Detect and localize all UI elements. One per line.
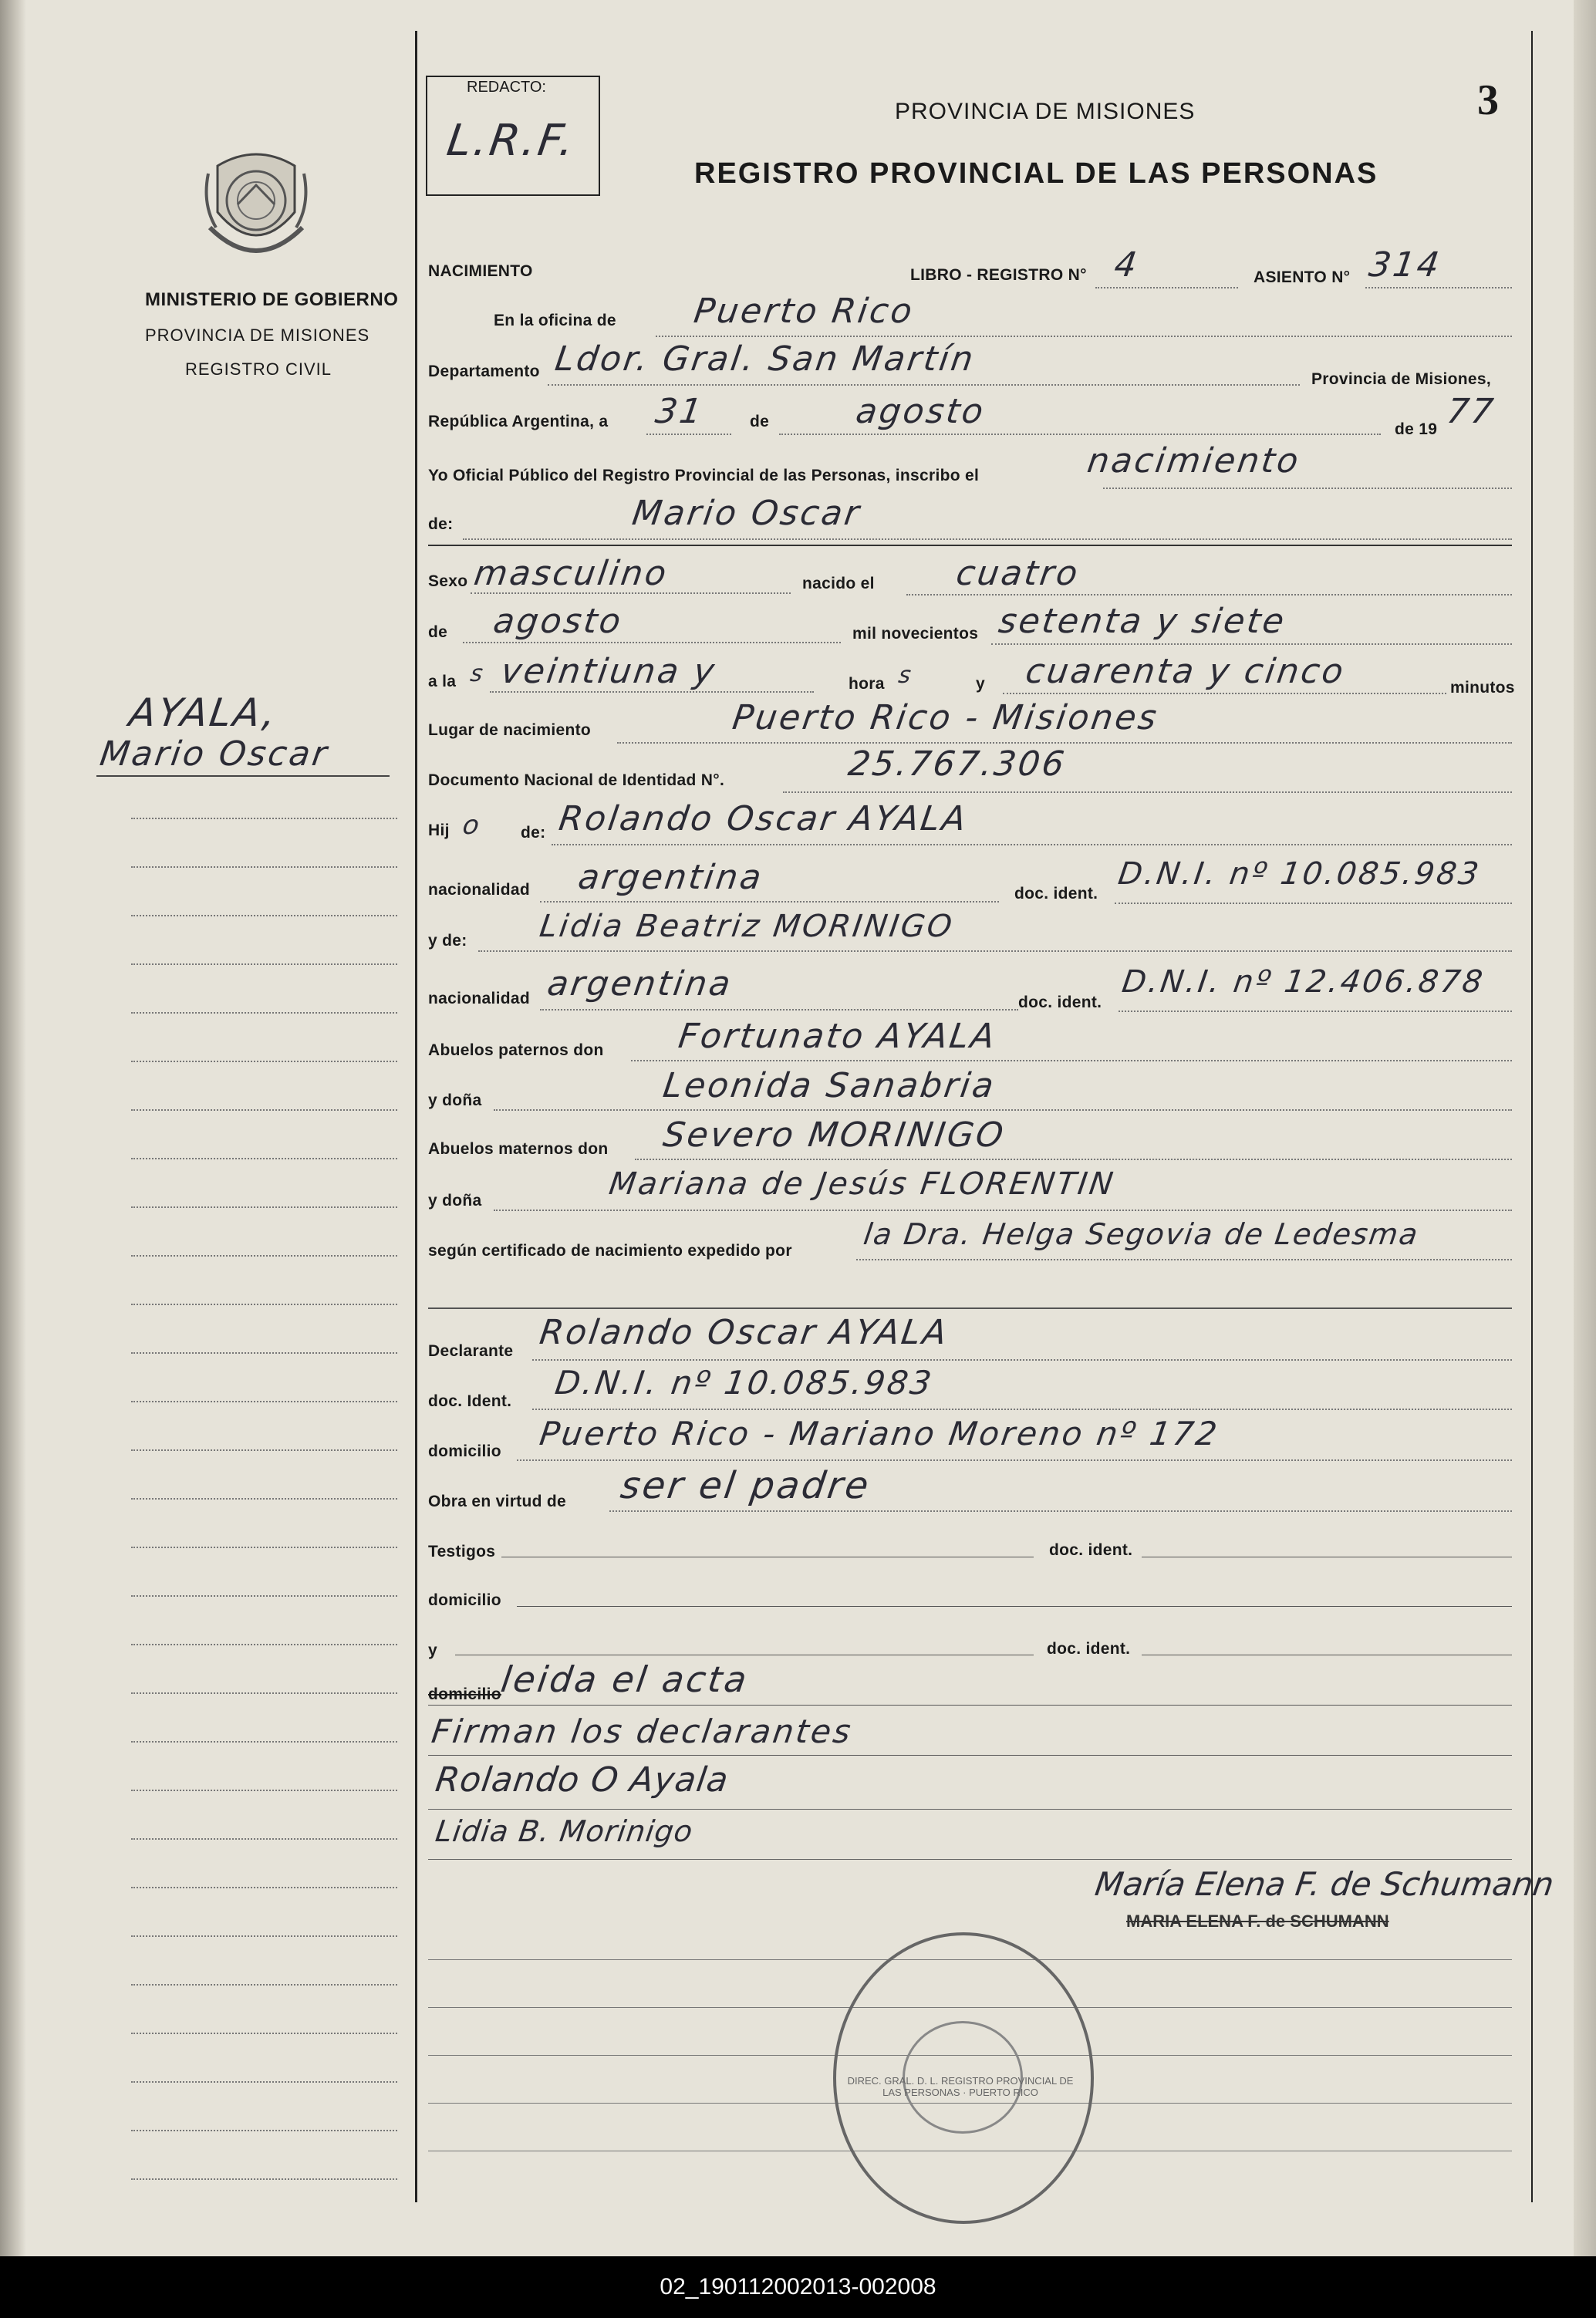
entry-hij-o: o — [461, 810, 484, 841]
entry-nombre: Mario Oscar — [629, 494, 864, 533]
line-padre — [552, 844, 1512, 845]
entry-anio: 77 — [1444, 392, 1498, 431]
label-oficial: Yo Oficial Público del Registro Provincial de las Personas, inscribo el — [428, 467, 980, 484]
margin-ruled-line — [131, 866, 397, 868]
margin-ruled-line — [131, 1595, 397, 1597]
rule-blank-1 — [428, 1307, 1512, 1309]
entry-abuela-pat: Leonida Sanabria — [660, 1066, 999, 1105]
margin-ruled-line — [131, 1692, 397, 1694]
redacto-label: REDACTO: — [467, 79, 546, 96]
line-libro — [1095, 287, 1238, 288]
label-doc-declarante: doc. Ident. — [428, 1392, 512, 1410]
label-doc-testigo2: doc. ident. — [1047, 1640, 1131, 1658]
line-nombre — [463, 538, 1512, 540]
line-doc-declarante — [532, 1409, 1512, 1410]
label-nacido: nacido el — [802, 575, 875, 592]
margin-ruled-line — [131, 1644, 397, 1645]
margin-ruled-line — [131, 2033, 397, 2034]
label-y-testigo: y — [428, 1641, 437, 1659]
margin-note-underline — [96, 775, 390, 777]
label-doc-testigos: doc. ident. — [1049, 1541, 1133, 1559]
entry-domicilio-decl: Puerto Rico - Mariano Moreno nº 172 — [537, 1415, 1222, 1453]
label-y-dona-mat: y doña — [428, 1192, 482, 1210]
entry-libro: 4 — [1112, 245, 1142, 285]
header-registry: REGISTRO PROVINCIAL DE LAS PERSONAS — [694, 157, 1378, 190]
label-de-hij: de: — [521, 824, 546, 842]
rule-firma2 — [428, 1859, 1512, 1860]
label-segun: según certificado de nacimiento expedido por — [428, 1242, 792, 1260]
rule-leida — [428, 1705, 1512, 1706]
page-edge — [1574, 0, 1596, 2256]
label-nac-madre: nacionalidad — [428, 990, 530, 1007]
line-dia — [646, 434, 731, 435]
label-libro: LIBRO - REGISTRO N° — [910, 266, 1087, 284]
entry-mil: setenta y siete — [996, 602, 1289, 641]
line-de-mes — [463, 642, 841, 643]
margin-ruled-line — [131, 1158, 397, 1159]
label-declarante: Declarante — [428, 1342, 514, 1360]
line-asiento — [1365, 287, 1512, 288]
book-spine — [0, 0, 26, 2256]
line-nac-madre — [540, 1009, 1018, 1011]
ministry-line3: REGISTRO CIVIL — [185, 359, 332, 379]
entry-asiento: 314 — [1366, 245, 1444, 285]
ministry-line1: MINISTERIO DE GOBIERNO — [145, 289, 399, 310]
line-abuela-mat — [494, 1210, 1512, 1211]
entry-doc-padre: D.N.I. nº 10.085.983 — [1115, 856, 1483, 892]
entry-hora: veintiuna y — [498, 652, 720, 691]
footer-id: 02_190112002013-002008 — [0, 2256, 1596, 2318]
margin-ruled-line — [131, 1498, 397, 1500]
entry-lugar: Puerto Rico - Misiones — [730, 698, 1162, 737]
entry-abuelo-pat: Fortunato AYALA — [676, 1017, 1000, 1056]
label-nac-padre: nacionalidad — [428, 881, 530, 899]
signature-oficial: María Elena F. de Schumann — [1092, 1865, 1557, 1903]
margin-given-name: Mario Oscar — [97, 734, 332, 774]
entry-horas-s: s — [896, 662, 916, 689]
line-nacido — [906, 594, 1512, 596]
entry-de-mes: agosto — [491, 602, 626, 641]
entry-alas-s: s — [468, 660, 488, 687]
entry-firman: Firman los declarantes — [429, 1712, 855, 1750]
margin-ruled-line — [131, 1352, 397, 1354]
margin-ruled-line — [131, 1547, 397, 1548]
margin-ruled-line — [131, 2178, 397, 2180]
entry-nac-madre: argentina — [545, 964, 735, 1004]
line-abuelo-mat — [635, 1159, 1512, 1160]
margin-ruled-line — [131, 1984, 397, 1986]
line-lugar — [617, 742, 1512, 744]
label-departamento: Departamento — [428, 363, 540, 380]
label-testigos: Testigos — [428, 1543, 496, 1561]
label-de-anio: de 19 — [1395, 420, 1438, 438]
label-de3: de — [428, 623, 448, 641]
entry-madre: Lidia Beatriz MORINIGO — [537, 909, 957, 944]
line-declarante — [532, 1359, 1512, 1361]
ministry-line2: PROVINCIA DE MISIONES — [145, 326, 370, 345]
line-certificado — [856, 1259, 1512, 1260]
label-oficina: En la oficina de — [494, 312, 616, 329]
margin-ruled-line — [131, 1012, 397, 1014]
label-sexo: Sexo — [428, 572, 468, 590]
margin-ruled-line — [131, 963, 397, 965]
margin-ruled-line — [131, 1935, 397, 1937]
entry-nacido: cuatro — [953, 554, 1082, 593]
margin-ruled-line — [131, 2081, 397, 2083]
line-domicilio-decl — [517, 1459, 1512, 1461]
margin-ruled-line — [131, 1838, 397, 1840]
label-asiento: ASIENTO N° — [1254, 268, 1351, 286]
entry-leida: leida el acta — [498, 1658, 752, 1700]
entry-abuelo-mat: Severo MORINIGO — [660, 1115, 1008, 1155]
label-obra: Obra en virtud de — [428, 1493, 566, 1510]
margin-ruled-line — [131, 1741, 397, 1743]
margin-ruled-line — [131, 1206, 397, 1208]
label-provincia: Provincia de Misiones, — [1311, 370, 1492, 388]
margin-ruled-line — [131, 1109, 397, 1111]
label-republica: República Argentina, a — [428, 413, 609, 430]
label-doc-padre: doc. ident. — [1014, 885, 1098, 903]
line-obra — [609, 1510, 1512, 1512]
entry-departamento: Ldor. Gral. San Martín — [552, 339, 978, 379]
entry-declarante: Rolando Oscar AYALA — [537, 1313, 952, 1352]
margin-ruled-line — [131, 818, 397, 819]
line-nac-padre — [540, 901, 999, 903]
signature-padre: Rolando O Ayala — [433, 1760, 731, 1800]
entry-padre: Rolando Oscar AYALA — [556, 799, 971, 838]
signature-madre: Lidia B. Morinigo — [433, 1814, 696, 1848]
entry-nac-padre: argentina — [575, 858, 766, 897]
entry-abuela-mat: Mariana de Jesús FLORENTIN — [606, 1166, 1118, 1202]
header-province: PROVINCIA DE MISIONES — [895, 99, 1196, 124]
label-y: y — [976, 675, 985, 693]
margin-ruled-line — [131, 1061, 397, 1062]
label-y-dona-pat: y doña — [428, 1092, 482, 1109]
seal-text: DIREC. GRAL. D. L. REGISTRO PROVINCIAL DE LAS PERSONAS · PUERTO RICO — [847, 2075, 1074, 2098]
line-madre — [478, 950, 1512, 952]
line-doc-madre — [1119, 1011, 1512, 1012]
label-abuelos-pat: Abuelos paternos don — [428, 1041, 604, 1059]
label-y-de: y de: — [428, 932, 467, 950]
label-de2: de: — [428, 515, 454, 533]
entry-certificado: la Dra. Helga Segovia de Ledesma — [861, 1217, 1422, 1251]
rule-firma1 — [428, 1809, 1512, 1810]
label-domicilio-decl: domicilio — [428, 1442, 501, 1460]
label-nacimiento: NACIMIENTO — [428, 262, 533, 280]
entry-inscribe: nacimiento — [1085, 441, 1304, 481]
margin-ruled-line — [131, 1304, 397, 1305]
entry-doc-declarante: D.N.I. nº 10.085.983 — [552, 1364, 936, 1402]
label-abuelos-mat: Abuelos maternos don — [428, 1140, 609, 1158]
form-left-border — [415, 31, 417, 2202]
label-mil: mil novecientos — [852, 625, 979, 643]
line-minutos — [1003, 693, 1446, 694]
page-number: 3 — [1477, 76, 1499, 124]
label-de1: de — [750, 413, 770, 430]
entry-sexo: masculino — [471, 554, 671, 593]
line-oficina — [656, 336, 1512, 337]
margin-ruled-line — [131, 2130, 397, 2131]
rule-domicilio-test — [517, 1606, 1512, 1607]
redacto-initials: L.R.F. — [444, 116, 580, 166]
label-documento: Documento Nacional de Identidad N°. — [428, 771, 725, 789]
entry-obra: ser el padre — [618, 1464, 874, 1507]
line-documento — [783, 791, 1512, 793]
label-domicilio-test: domicilio — [428, 1591, 501, 1609]
rule-firman — [428, 1755, 1512, 1756]
margin-surname: AYALA, — [126, 690, 282, 735]
entry-dia: 31 — [653, 392, 707, 431]
entry-minutos: cuarenta y cinco — [1023, 652, 1348, 691]
line-mes — [779, 434, 1381, 435]
rule-nombre — [428, 545, 1512, 546]
margin-ruled-line — [131, 1255, 397, 1257]
margin-ruled-line — [131, 1401, 397, 1402]
label-alas: a la — [428, 673, 457, 690]
label-horas: hora — [849, 675, 885, 693]
label-doc-madre: doc. ident. — [1018, 994, 1102, 1011]
entry-oficina: Puerto Rico — [691, 292, 917, 331]
entry-dni: 25.767.306 — [845, 744, 1069, 784]
label-hij: Hij — [428, 822, 450, 839]
line-mil — [991, 643, 1512, 645]
oficial-printed-name: MARIA ELENA F. de SCHUMANN — [1126, 1911, 1389, 1931]
line-doc-padre — [1115, 903, 1512, 904]
line-inscribe — [1103, 488, 1512, 489]
line-abuela-pat — [494, 1109, 1512, 1111]
entry-doc-madre: D.N.I. nº 12.406.878 — [1119, 964, 1487, 1000]
coat-of-arms-icon — [202, 143, 310, 266]
margin-ruled-line — [131, 1887, 397, 1888]
label-lugar: Lugar de nacimiento — [428, 721, 592, 739]
margin-ruled-line — [131, 915, 397, 916]
margin-ruled-line — [131, 1790, 397, 1791]
label-minutos: minutos — [1450, 679, 1515, 697]
line-hora — [490, 691, 814, 693]
margin-ruled-line — [131, 1449, 397, 1451]
line-departamento — [548, 384, 1300, 386]
label-domicilio-struck: domicilio — [428, 1685, 501, 1703]
entry-mes: agosto — [853, 392, 988, 431]
line-abuelo-pat — [631, 1060, 1512, 1061]
